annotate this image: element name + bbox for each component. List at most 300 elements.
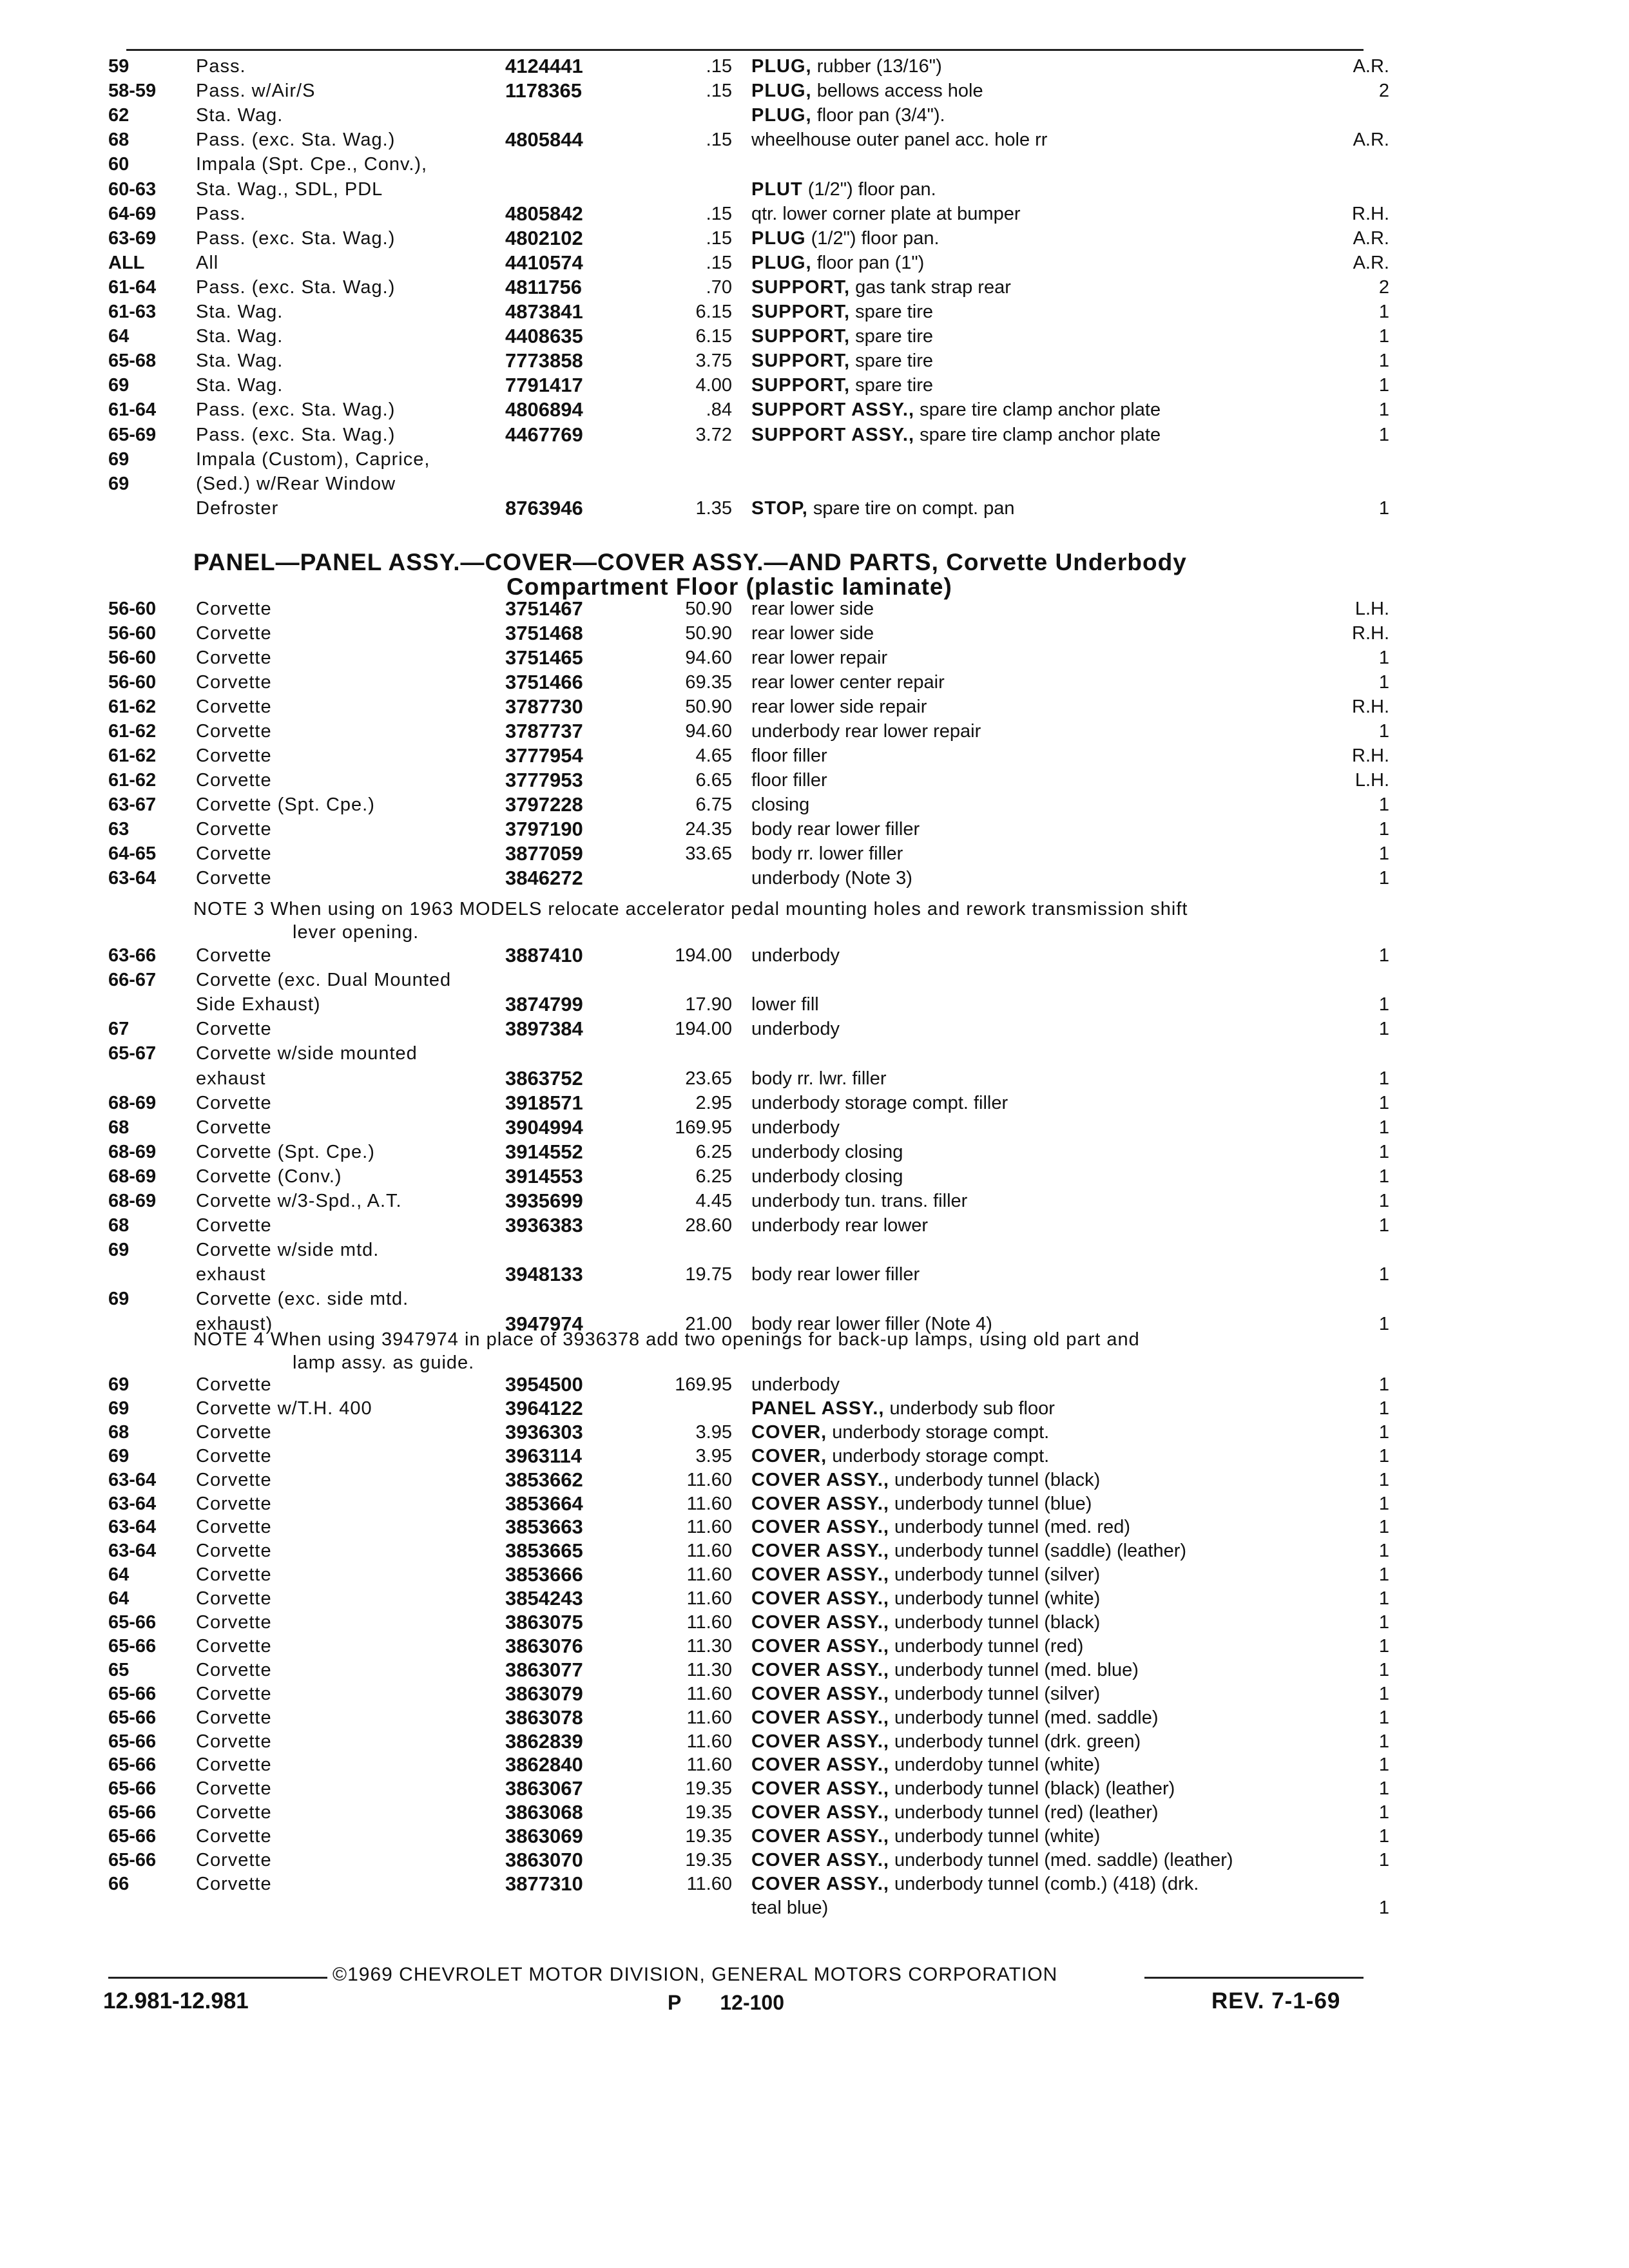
quantity-cell: 1	[1378, 1166, 1389, 1187]
table-row	[0, 1238, 1629, 1262]
part-number-cell: 4805842	[505, 202, 583, 225]
price-cell: 6.15	[695, 326, 732, 347]
description-cell	[751, 373, 1331, 398]
model-cell: Pass. (exc. Sta. Wag.)	[196, 276, 396, 298]
part-number-cell: 7773858	[505, 349, 583, 372]
description-cell	[751, 1262, 1331, 1287]
model-cell: Pass.	[196, 56, 246, 77]
part-description: body rear lower filler (Note 4)	[751, 1313, 992, 1334]
price-cell: 11.60	[686, 1541, 732, 1562]
table-row	[0, 1287, 1629, 1311]
year-cell: 65-67	[108, 1043, 157, 1064]
price-cell: 11.60	[686, 1731, 732, 1752]
quantity-cell: 1	[1378, 1826, 1389, 1847]
part-name: SUPPORT ASSY.,	[751, 424, 915, 445]
price-cell: 6.25	[695, 1141, 732, 1162]
price-cell: .70	[706, 276, 732, 298]
part-number-cell: 4873841	[505, 300, 583, 323]
part-number-cell: 3751468	[505, 622, 583, 644]
part-name: SUPPORT,	[751, 276, 851, 298]
model-cell: Corvette	[196, 1215, 272, 1236]
part-number-cell: 3863076	[505, 1634, 583, 1657]
part-name: COVER ASSY.,	[751, 1564, 889, 1586]
part-name: PANEL ASSY.,	[751, 1398, 885, 1419]
part-number-cell: 3853664	[505, 1492, 583, 1515]
description-cell	[751, 793, 1331, 817]
part-number-cell: 3904994	[505, 1115, 583, 1139]
quantity-cell: L.H.	[1354, 770, 1389, 791]
year-cell: 56-60	[108, 648, 157, 668]
part-number-cell: 8763946	[505, 496, 583, 519]
footer-rule-left	[108, 1977, 327, 1979]
note-4: NOTE 4 When using 3947974 in place of 3936378 add two openings for back-up lamps, using old part and	[193, 1329, 1140, 1350]
part-number-cell: 3936383	[505, 1214, 583, 1237]
part-name: COVER ASSY.,	[751, 1826, 889, 1847]
year-cell: 64	[108, 326, 130, 347]
quantity-cell: 1	[1378, 326, 1389, 347]
description-cell	[751, 1610, 1331, 1635]
description-cell	[751, 324, 1331, 349]
description-cell	[751, 1658, 1331, 1682]
price-cell: 11.60	[686, 1754, 732, 1776]
part-number-cell: 4806894	[505, 398, 583, 421]
part-description: rear lower repair	[751, 648, 888, 668]
price-cell: 1.35	[695, 497, 732, 519]
part-name: SUPPORT ASSY.,	[751, 399, 915, 421]
description-cell	[751, 300, 1331, 324]
part-number-cell: 3862839	[505, 1729, 583, 1753]
part-description: spare tire	[855, 375, 933, 396]
price-cell: 6.65	[695, 770, 732, 791]
page-code: 12-100	[720, 1991, 784, 2014]
year-cell: 69	[108, 1374, 130, 1395]
model-cell: Corvette (exc. Dual Mounted	[196, 970, 452, 991]
part-description: underbody tunnel (red) (leather)	[894, 1802, 1159, 1823]
year-cell: 63	[108, 819, 130, 840]
description-cell	[751, 251, 1331, 275]
revision: REV. 7-1-69	[1211, 1988, 1341, 2013]
quantity-cell: 1	[1378, 1141, 1389, 1162]
year-cell: 61-62	[108, 745, 157, 766]
part-number-cell: 3897384	[505, 1017, 583, 1041]
year-cell: 65-66	[108, 1826, 157, 1847]
part-description: body rear lower filler	[751, 1264, 920, 1285]
table-row	[0, 226, 1629, 251]
description-cell	[751, 621, 1331, 646]
part-description: underbody tunnel (saddle) (leather)	[894, 1541, 1187, 1562]
year-cell: 58-59	[108, 81, 157, 102]
year-cell: 67	[108, 1019, 130, 1040]
description-cell	[751, 1420, 1331, 1445]
part-description: underbody	[751, 1019, 840, 1040]
model-cell: Corvette	[196, 1731, 272, 1752]
year-cell: 65-66	[108, 1635, 157, 1657]
part-number-cell: 3854243	[505, 1587, 583, 1610]
description-cell	[751, 1634, 1331, 1658]
model-cell: Sta. Wag.	[196, 302, 284, 322]
table-row	[0, 1066, 1629, 1091]
description-cell	[751, 1468, 1331, 1492]
year-cell: ALL	[108, 252, 145, 273]
part-number-cell: 3853665	[505, 1539, 583, 1562]
part-description: (1/2") floor pan.	[811, 227, 940, 249]
part-name: COVER ASSY.,	[751, 1707, 889, 1728]
price-cell: 3.95	[695, 1445, 732, 1466]
price-cell: 194.00	[675, 1019, 732, 1040]
part-description: gas tank strap rear	[855, 276, 1011, 298]
quantity-cell: 1	[1378, 1215, 1389, 1236]
description-cell	[751, 202, 1331, 226]
model-cell: Corvette	[196, 945, 272, 966]
year-cell: 64	[108, 1564, 130, 1586]
part-name: COVER ASSY.,	[751, 1778, 889, 1800]
table-row	[0, 54, 1629, 79]
part-name: COVER,	[751, 1445, 827, 1466]
description-cell	[751, 1492, 1331, 1516]
table-row	[0, 841, 1629, 866]
table-row	[0, 79, 1629, 103]
part-description: spare tire on compt. pan	[813, 497, 1015, 519]
part-description: (1/2") floor pan.	[807, 178, 936, 200]
table-row	[0, 1824, 1629, 1849]
description-cell	[751, 1164, 1331, 1189]
part-description: rear lower side	[751, 599, 874, 619]
table-row	[0, 1515, 1629, 1539]
table-row	[0, 300, 1629, 324]
table-row	[0, 1658, 1629, 1682]
part-number-cell: 3954500	[505, 1373, 583, 1396]
model-cell: Corvette	[196, 1374, 272, 1395]
model-cell: Pass.	[196, 203, 246, 224]
quantity-cell: 1	[1378, 302, 1389, 322]
part-description: underbody tun. trans. filler	[751, 1191, 968, 1211]
model-cell: Defroster	[196, 497, 279, 519]
part-name: PLUG,	[751, 105, 812, 126]
model-cell: Corvette	[196, 1612, 272, 1633]
part-description: floor pan (1")	[816, 252, 925, 273]
table-row	[0, 1312, 1629, 1336]
part-name: COVER ASSY.,	[751, 1541, 889, 1562]
quantity-cell: 1	[1378, 399, 1389, 421]
price-cell: 11.30	[686, 1635, 732, 1657]
table-row	[0, 177, 1629, 202]
year-cell: 61-62	[108, 721, 157, 742]
part-number-cell: 3877310	[505, 1872, 583, 1895]
model-cell: exhaust	[196, 1068, 266, 1089]
description-cell	[751, 1017, 1331, 1041]
model-cell: Corvette (Spt. Cpe.)	[196, 794, 375, 815]
price-cell: 11.60	[686, 1612, 732, 1633]
quantity-cell: 1	[1378, 721, 1389, 742]
part-description: teal blue)	[751, 1897, 829, 1918]
model-cell: Corvette	[196, 1850, 272, 1870]
price-cell: 19.35	[685, 1778, 732, 1800]
model-cell: Corvette	[196, 819, 272, 840]
table-row	[0, 103, 1629, 128]
table-row	[0, 968, 1629, 992]
quantity-cell: 1	[1378, 1517, 1389, 1538]
quantity-cell: 1	[1378, 819, 1389, 840]
table-row	[0, 373, 1629, 398]
description-cell	[751, 943, 1331, 968]
price-cell: 6.25	[695, 1166, 732, 1187]
part-name: COVER ASSY.,	[751, 1873, 889, 1894]
part-number-cell: 3863077	[505, 1658, 583, 1681]
price-cell: .15	[706, 203, 732, 224]
description-cell	[751, 695, 1331, 719]
price-cell: 3.95	[695, 1421, 732, 1443]
part-number-cell: 3863069	[505, 1825, 583, 1848]
part-description: qtr. lower corner plate at bumper	[751, 203, 1021, 224]
part-number-cell: 3853662	[505, 1468, 583, 1491]
table-row	[0, 1682, 1629, 1706]
description-cell	[751, 992, 1331, 1017]
model-cell: Pass. (exc. Sta. Wag.)	[196, 227, 396, 249]
part-number-cell: 3918571	[505, 1091, 583, 1114]
year-cell: 69	[108, 1445, 130, 1466]
year-cell: 68-69	[108, 1166, 157, 1187]
model-cell: exhaust	[196, 1264, 266, 1285]
part-number-cell: 4124441	[505, 55, 583, 77]
part-description: rear lower center repair	[751, 672, 945, 693]
price-cell: 169.95	[675, 1117, 732, 1138]
quantity-cell: 1	[1378, 672, 1389, 693]
table-row	[0, 1562, 1629, 1587]
table-row	[0, 1872, 1629, 1896]
group-number: 12.981-12.981	[103, 1988, 249, 2013]
quantity-cell: 1	[1378, 1541, 1389, 1562]
table-row	[0, 251, 1629, 275]
note-3-continued: lever opening.	[293, 922, 419, 943]
part-name: SUPPORT,	[751, 302, 851, 322]
quantity-cell: 1	[1378, 1707, 1389, 1728]
year-cell: 65-66	[108, 1683, 157, 1704]
part-number-cell: 3863067	[505, 1777, 583, 1800]
part-description: underbody (Note 3)	[751, 868, 912, 889]
description-cell	[751, 1213, 1331, 1238]
year-cell: 68-69	[108, 1191, 157, 1211]
model-cell: Sta. Wag., SDL, PDL	[196, 178, 383, 200]
model-cell: Sta. Wag.	[196, 375, 284, 396]
price-cell: 19.75	[685, 1264, 732, 1285]
description-cell	[751, 1682, 1331, 1706]
year-cell: 63-69	[108, 227, 157, 249]
description-cell	[751, 768, 1331, 793]
model-cell: Pass. (exc. Sta. Wag.)	[196, 399, 396, 421]
quantity-cell: 1	[1378, 1019, 1389, 1040]
price-cell: 23.65	[685, 1068, 732, 1089]
table-row	[0, 496, 1629, 521]
part-number-cell: 4802102	[505, 226, 583, 249]
price-cell: 169.95	[675, 1374, 732, 1395]
table-row	[0, 1634, 1629, 1658]
page-letter: P	[668, 1991, 682, 2014]
quantity-cell: 1	[1378, 1754, 1389, 1776]
price-cell: 94.60	[685, 648, 732, 668]
part-number-cell: 3863078	[505, 1706, 583, 1729]
description-cell	[751, 275, 1331, 300]
price-cell: .84	[706, 399, 732, 421]
quantity-cell: R.H.	[1352, 203, 1389, 224]
price-cell: 11.60	[686, 1683, 732, 1704]
description-cell	[751, 1562, 1331, 1587]
price-cell: 11.60	[686, 1469, 732, 1490]
part-number-cell: 3862840	[505, 1753, 583, 1776]
description-cell	[751, 226, 1331, 251]
part-description: underbody rear lower	[751, 1215, 929, 1236]
year-cell: 65-66	[108, 1850, 157, 1870]
description-cell	[751, 866, 1331, 890]
year-cell: 69	[108, 448, 130, 470]
year-cell: 65	[108, 1659, 130, 1680]
description-cell	[751, 719, 1331, 744]
table-row	[0, 398, 1629, 422]
part-number-cell: 3948133	[505, 1263, 583, 1286]
description-cell	[751, 54, 1331, 79]
model-cell: All	[196, 252, 219, 273]
part-name: COVER ASSY.,	[751, 1802, 889, 1823]
note-4-continued: lamp assy. as guide.	[293, 1352, 475, 1373]
price-cell: .15	[706, 130, 732, 151]
quantity-cell: 1	[1378, 1635, 1389, 1657]
description-cell	[751, 1729, 1331, 1754]
table-row	[0, 128, 1629, 152]
quantity-cell: R.H.	[1352, 623, 1389, 644]
part-description: underbody tunnel (blue)	[894, 1493, 1092, 1514]
year-cell: 68	[108, 1117, 130, 1138]
table-row	[0, 1115, 1629, 1140]
price-cell: .15	[706, 81, 732, 102]
quantity-cell: A.R.	[1353, 227, 1389, 249]
quantity-cell: 1	[1378, 1117, 1389, 1138]
price-cell: 11.60	[686, 1707, 732, 1728]
part-description: underdoby tunnel (white)	[894, 1754, 1101, 1776]
year-cell: 69	[108, 375, 130, 396]
year-cell: 65-66	[108, 1707, 157, 1728]
quantity-cell: 1	[1378, 1659, 1389, 1680]
part-number-cell: 3777954	[505, 744, 583, 767]
description-cell	[751, 1753, 1331, 1777]
part-description: wheelhouse outer panel acc. hole rr	[751, 130, 1048, 151]
part-name: SUPPORT,	[751, 375, 851, 396]
part-description: floor filler	[751, 745, 827, 766]
model-cell: Corvette	[196, 1493, 272, 1514]
description-cell	[751, 79, 1331, 103]
part-description: body rear lower filler	[751, 819, 920, 840]
model-cell: Corvette	[196, 770, 272, 791]
price-cell: 4.00	[695, 375, 732, 396]
part-number-cell: 3863752	[505, 1066, 583, 1090]
table-row	[0, 1729, 1629, 1754]
model-cell: Corvette	[196, 1683, 272, 1704]
year-cell: 69	[108, 1289, 130, 1310]
quantity-cell: 1	[1378, 1421, 1389, 1443]
part-name: COVER ASSY.,	[751, 1731, 889, 1752]
part-number-cell: 3935699	[505, 1189, 583, 1212]
description-cell	[751, 841, 1331, 866]
year-cell: 66	[108, 1873, 130, 1894]
model-cell: Corvette	[196, 1117, 272, 1138]
table-row	[0, 1372, 1629, 1397]
part-description: spare tire clamp anchor plate	[920, 399, 1161, 421]
model-cell: Corvette	[196, 1469, 272, 1490]
part-description: underbody tunnel (med. saddle) (leather)	[894, 1850, 1233, 1870]
table-row	[0, 670, 1629, 695]
description-cell	[751, 496, 1331, 521]
description-cell	[751, 349, 1331, 373]
quantity-cell: 1	[1378, 648, 1389, 668]
part-number-cell: 4410574	[505, 251, 583, 274]
quantity-cell: A.R.	[1353, 56, 1389, 77]
part-name: COVER ASSY.,	[751, 1517, 889, 1538]
part-description: lower fill	[751, 994, 819, 1015]
price-cell: 50.90	[685, 623, 732, 644]
model-cell: Corvette	[196, 1092, 272, 1113]
year-cell: 56-60	[108, 672, 157, 693]
price-cell: 21.00	[685, 1313, 732, 1334]
price-cell: 2.95	[695, 1092, 732, 1113]
price-cell: 4.45	[695, 1191, 732, 1211]
part-number-cell: 3964122	[505, 1396, 583, 1419]
description-cell	[751, 398, 1331, 422]
description-cell	[751, 1372, 1331, 1397]
quantity-cell: 1	[1378, 1683, 1389, 1704]
description-cell	[751, 1312, 1331, 1336]
table-row	[0, 1262, 1629, 1287]
table-row	[0, 817, 1629, 841]
part-number-cell: 3874799	[505, 993, 583, 1016]
part-name: COVER ASSY.,	[751, 1850, 889, 1870]
part-description: body rr. lwr. filler	[751, 1068, 887, 1089]
table-row	[0, 423, 1629, 447]
table-row	[0, 1041, 1629, 1066]
price-cell: .15	[706, 227, 732, 249]
quantity-cell: 1	[1378, 1191, 1389, 1211]
part-description: underbody tunnel (med. blue)	[894, 1659, 1139, 1680]
quantity-cell: 1	[1378, 868, 1389, 889]
note-3: NOTE 3 When using on 1963 MODELS relocate accelerator pedal mounting holes and rework transmission shift	[193, 899, 1188, 919]
part-name: PLUG,	[751, 252, 812, 273]
part-description: underbody tunnel (med. red)	[894, 1517, 1130, 1538]
price-cell: 33.65	[685, 843, 732, 864]
model-cell: Sta. Wag.	[196, 351, 284, 372]
description-cell	[751, 1140, 1331, 1164]
description-cell	[751, 1848, 1331, 1872]
part-number-cell: 3947974	[505, 1312, 583, 1335]
table-row	[0, 1213, 1629, 1238]
model-cell: Corvette	[196, 623, 272, 644]
quantity-cell: 1	[1378, 1564, 1389, 1586]
part-name: PLUG,	[751, 81, 812, 102]
year-cell: 65-69	[108, 424, 157, 445]
price-cell: 94.60	[685, 721, 732, 742]
part-description: underbody sub floor	[889, 1398, 1055, 1419]
part-description: underbody rear lower repair	[751, 721, 981, 742]
part-number-cell: 3777953	[505, 769, 583, 791]
part-description: closing	[751, 794, 810, 815]
quantity-cell: 1	[1378, 1493, 1389, 1514]
description-cell	[751, 1800, 1331, 1825]
quantity-cell: 1	[1378, 1469, 1389, 1490]
quantity-cell: L.H.	[1354, 599, 1389, 619]
table-row	[0, 646, 1629, 670]
model-cell: Pass. (exc. Sta. Wag.)	[196, 424, 396, 445]
price-cell: 11.60	[686, 1564, 732, 1586]
part-description: rear lower side repair	[751, 697, 927, 717]
model-cell: Corvette w/side mtd.	[196, 1240, 380, 1261]
model-cell: Corvette	[196, 1778, 272, 1800]
table-row	[0, 1706, 1629, 1730]
